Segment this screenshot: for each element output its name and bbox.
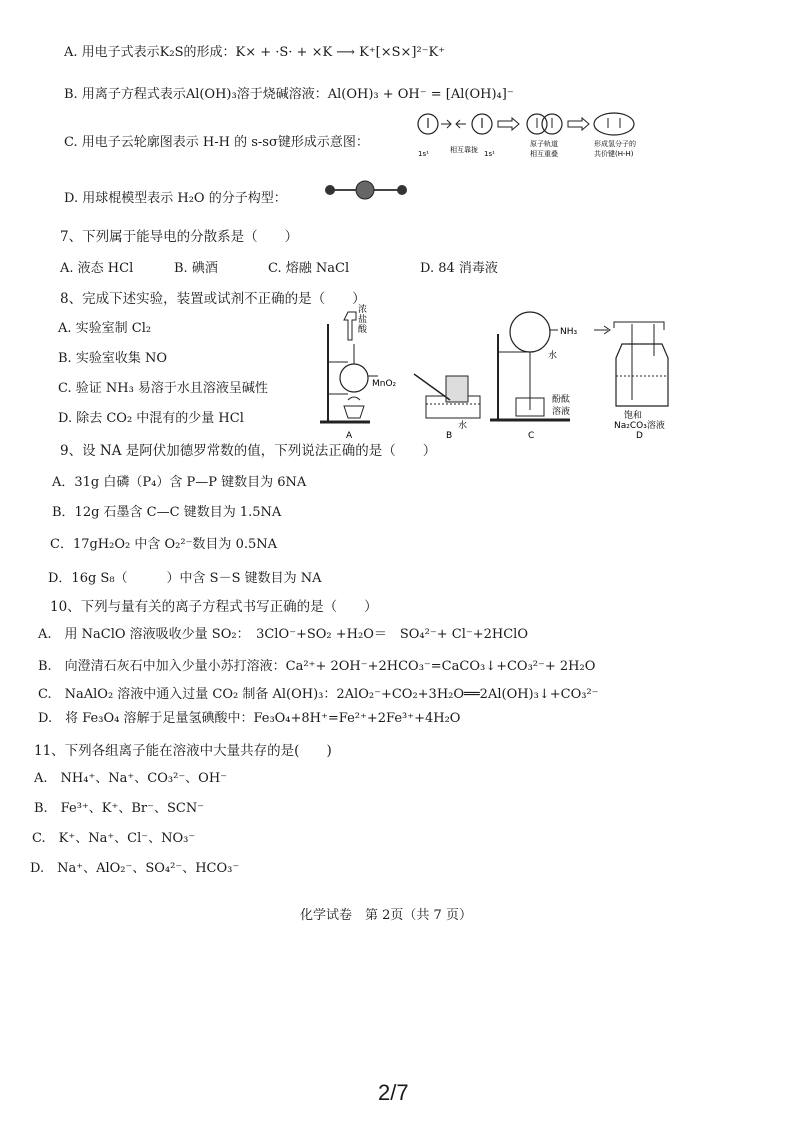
- label-c-sol-2: 溶液: [552, 407, 571, 417]
- q7-option-a: A. 液态 HCl: [60, 261, 134, 276]
- fig-label-h2-formed: 形成氢分子的: [594, 140, 636, 148]
- fig-label-1s-left: 1s¹: [418, 150, 429, 158]
- q8-option-b: B. 实验室收集 NO: [58, 351, 167, 366]
- q10-stem: 10、下列与量有关的离子方程式书写正确的是（ ）: [50, 599, 378, 615]
- q9-stem: 9、设 NA 是阿伏加德罗常数的值，下列说法正确的是（ ）: [60, 443, 437, 459]
- label-a-mno2: MnO₂: [372, 379, 397, 389]
- q9-option-a: A．31g 白磷（P₄）含 P—P 键数目为 6NA: [52, 475, 307, 490]
- q10-option-c: C. NaAlO₂ 溶液中通入过量 CO₂ 制备 Al(OH)₃：2AlO₂⁻+CO₂+3H₂O══2Al(OH)₃↓+CO₃²⁻: [38, 687, 599, 702]
- apparatus-b: [414, 374, 480, 441]
- fig-label-1s-right: 1s¹: [484, 150, 495, 158]
- label-c-water: 水: [548, 351, 558, 361]
- electron-cloud-figure: [414, 112, 664, 162]
- q8-option-c: C. 验证 NH₃ 易溶于水且溶液呈碱性: [58, 381, 268, 396]
- ball-stick-model: [322, 180, 412, 200]
- q11-option-a: A. NH₄⁺、Na⁺、CO₃²⁻、OH⁻: [34, 771, 228, 786]
- label-d-sat: 饱和: [624, 411, 643, 421]
- q11-stem: 11、下列各组离子能在溶液中大量共存的是( ): [34, 743, 332, 759]
- q9-option-c: C．17gH₂O₂ 中含 O₂²⁻数目为 0.5NA: [50, 537, 278, 552]
- q6-option-d: D. 用球棍模型表示 H₂O 的分子构型：: [64, 191, 287, 206]
- fig-label-covalent: 共价键(H-H): [594, 150, 634, 158]
- label-d: D: [636, 431, 643, 441]
- q7-option-c: C. 熔融 NaCl: [268, 261, 350, 276]
- apparatus-a: [320, 303, 397, 441]
- label-c-nh3: NH₃: [560, 327, 578, 337]
- q11-option-b: B. Fe³⁺、K⁺、Br⁻、SCN⁻: [34, 801, 205, 816]
- q7-stem: 7、下列属于能导电的分散系是（ ）: [60, 229, 299, 245]
- q10-option-a: A. 用 NaClO 溶液吸收少量 SO₂： 3ClO⁻+SO₂ +H₂O＝ SO₄²⁻+ Cl⁻+2HClO: [38, 627, 528, 642]
- label-b: B: [446, 431, 453, 441]
- fig-label-approach: 相互靠拢: [450, 146, 478, 154]
- label-a: A: [346, 431, 353, 441]
- q8-option-d: D. 除去 CO₂ 中混有的少量 HCl: [58, 411, 244, 426]
- q8-apparatus-figure: [318, 304, 718, 444]
- q9-option-b: B．12g 石墨含 C—C 键数目为 1.5NA: [52, 505, 282, 520]
- label-c-sol-1: 酚酞: [552, 395, 571, 405]
- fig-label-overlap: 相互重叠: [530, 150, 558, 158]
- q8-option-a: A. 实验室制 Cl₂: [58, 321, 152, 336]
- label-d-na2co3: Na₂CO₃溶液: [614, 421, 665, 431]
- label-b-water: 水: [458, 421, 468, 431]
- label-a-conc-1: 浓: [358, 305, 368, 315]
- label-a-conc-3: 酸: [358, 325, 368, 335]
- q6-option-a: A. 用电子式表示K₂S的形成：K× + ·S· + ×K ⟶ K⁺[×S×]²⁻K⁺: [64, 45, 446, 60]
- q8-stem: 8、完成下述实验，装置或试剂不正确的是（ ）: [60, 291, 366, 307]
- fig-label-orbital: 原子轨道: [530, 140, 558, 148]
- q11-option-c: C. K⁺、Na⁺、Cl⁻、NO₃⁻: [32, 831, 196, 846]
- label-c: C: [528, 431, 535, 441]
- page-footer: 化学试卷 第 2页（共 7 页）: [300, 908, 472, 923]
- q6-option-c: C. 用电子云轮廓图表示 H-H 的 s-sσ键形成示意图：: [64, 135, 369, 150]
- apparatus-d: [594, 322, 668, 441]
- q9-option-d: D．16g S₈（ ）中含 S－S 键数目为 NA: [48, 571, 322, 586]
- q6-option-b: B. 用离子方程式表示Al(OH)₃溶于烧碱溶液：Al(OH)₃ + OH⁻ = [Al(OH)₄]⁻: [64, 87, 514, 102]
- apparatus-c: [490, 312, 578, 441]
- page-number: 2/7: [378, 1080, 409, 1105]
- q7-option-b: B. 碘酒: [174, 261, 218, 276]
- q11-option-d: D. Na⁺、AlO₂⁻、SO₄²⁻、HCO₃⁻: [30, 861, 240, 876]
- q10-option-d: D. 将 Fe₃O₄ 溶解于足量氢碘酸中：Fe₃O₄+8H⁺=Fe²⁺+2Fe³⁺+4H₂O: [38, 711, 461, 726]
- q7-option-d: D. 84 消毒液: [420, 261, 498, 276]
- q10-option-b: B. 向澄清石灰石中加入少量小苏打溶液：Ca²⁺+ 2OH⁻+2HCO₃⁻=CaCO₃↓+CO₃²⁻+ 2H₂O: [38, 659, 596, 674]
- label-a-conc-2: 盐: [358, 315, 368, 325]
